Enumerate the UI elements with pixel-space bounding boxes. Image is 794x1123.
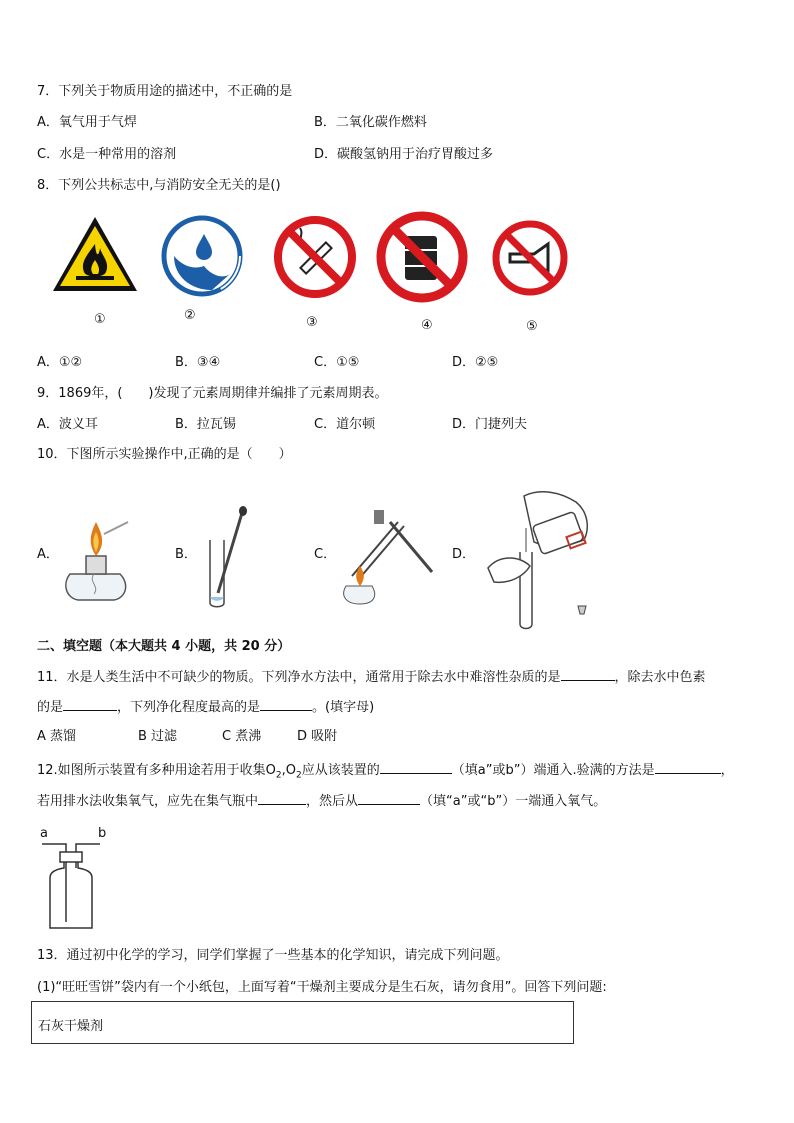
- q7-option-a: A．氧气用于气焊: [37, 115, 137, 130]
- q12-text-1e: ，: [720, 763, 734, 778]
- q8-option-b: B．③④: [175, 355, 221, 370]
- tube-label-b: b: [98, 826, 107, 841]
- no-smoking-sign-icon: [272, 214, 358, 300]
- q8-stem: 8．下列公共标志中,与消防安全无关的是(): [37, 178, 281, 193]
- q11-text-2b: ，下列净化程度最高的是: [117, 700, 261, 715]
- q12-blank-3[interactable]: [258, 791, 306, 805]
- desiccant-label-box: [31, 1001, 574, 1044]
- q9-option-d: D．门捷列夫: [452, 417, 528, 432]
- sign-label-1: ①: [94, 312, 106, 327]
- q12-blank-4[interactable]: [358, 791, 420, 805]
- q12-text-1d: （填a”或b”）端通入.验满的方法是: [451, 763, 655, 778]
- q10-option-c: C．: [314, 547, 337, 562]
- q10-option-d: D．: [452, 547, 476, 562]
- q7-option-d: D．碳酸氢钠用于治疗胃酸过多: [314, 147, 494, 162]
- q11-option-a: A 蒸馏: [37, 729, 77, 744]
- q12-text-2b: ，然后从: [306, 794, 359, 809]
- section-2-title: 二、填空题（本大题共 4 小题，共 20 分）: [37, 639, 291, 654]
- q9-option-c: C．道尔顿: [314, 417, 376, 432]
- q12-sub-2: 2: [296, 770, 302, 781]
- q8-option-a: A．①②: [37, 355, 83, 370]
- heating-test-tube-icon: [332, 508, 437, 608]
- q8-option-c: C．①⑤: [314, 355, 360, 370]
- pouring-liquid-hands-icon: [480, 488, 600, 633]
- q12-text-2c: （填“a”或“b”）一端通入氧气。: [420, 794, 607, 809]
- test-tube-dropper-icon: [200, 505, 255, 610]
- q10-stem: 10．下图所示实验操作中,正确的是（ ）: [37, 447, 292, 462]
- q11-text-2c: 。(填字母): [312, 700, 375, 715]
- q12-line-2: [37, 791, 606, 811]
- q7-option-c: C．水是一种常用的溶剂: [37, 147, 177, 162]
- q9-option-a: A．波义耳: [37, 417, 98, 432]
- flammable-warning-sign-icon: [50, 214, 140, 294]
- q13-part-1: (1)“旺旺雪饼”袋内有一个小纸包，上面写着“干燥剂主要成分是生石灰，请勿食用”。回答下列问题:: [37, 980, 607, 995]
- q11-blank-2[interactable]: [63, 697, 117, 711]
- q9-option-b: B．拉瓦锡: [175, 417, 236, 432]
- q11-blank-3[interactable]: [260, 697, 312, 711]
- q11-option-c: C 煮沸: [222, 729, 262, 744]
- q11-line-2: [37, 697, 374, 717]
- gas-collecting-bottle-icon: [36, 838, 106, 934]
- q7-stem: 7．下列关于物质用途的描述中，不正确的是: [37, 84, 293, 99]
- no-fuel-drum-sign-icon: [375, 210, 469, 304]
- sign-label-4: ④: [421, 318, 433, 333]
- tube-label-a: a: [40, 826, 48, 841]
- q11-option-b: B 过滤: [138, 729, 178, 744]
- q12-blank-2[interactable]: [655, 760, 721, 774]
- q12-sub-1: 2: [275, 770, 282, 781]
- q8-option-d: D．②⑤: [452, 355, 499, 370]
- no-honking-sign-icon: [490, 218, 570, 298]
- q10-option-b: B．: [175, 547, 197, 562]
- sign-label-3: ③: [306, 315, 318, 330]
- sign-label-2: ②: [184, 308, 196, 323]
- q12-text-1a: 12.如图所示装置有多种用途若用于收集O: [37, 763, 276, 778]
- q12-blank-1[interactable]: [380, 760, 452, 774]
- q11-text-1a: 11．水是人类生活中不可缺少的物质。下列净水方法中，通常用于除去水中难溶性杂质的是: [37, 670, 561, 685]
- q11-blank-1[interactable]: [561, 667, 615, 681]
- q11-text-2a: 的是: [37, 700, 64, 715]
- q11-line-1: [37, 667, 706, 687]
- sign-label-5: ⑤: [526, 319, 538, 334]
- q13-stem: 13．通过初中化学的学习，同学们掌握了一些基本的化学知识，请完成下列问题。: [37, 948, 509, 963]
- water-saving-sign-icon: [160, 214, 244, 298]
- desiccant-label-text: 石灰干燥剂: [38, 1019, 104, 1034]
- q11-option-d: D 吸附: [297, 729, 338, 744]
- q9-stem: 9．1869年，( )发现了元素周期律并编排了元素周期表。: [37, 386, 388, 401]
- q10-option-a: A．: [37, 547, 59, 562]
- alcohol-lamp-lighting-icon: [58, 512, 133, 604]
- q12-text-1c: 应从该装置的: [301, 763, 380, 778]
- q11-text-1b: ，除去水中色素: [614, 670, 706, 685]
- q12-text-2a: 若用排水法收集氧气，应先在集气瓶中: [37, 794, 259, 809]
- q12-line-1: [37, 760, 734, 785]
- q12-text-1b: ,O: [281, 763, 297, 778]
- q7-option-b: B．二氧化碳作燃料: [314, 115, 427, 130]
